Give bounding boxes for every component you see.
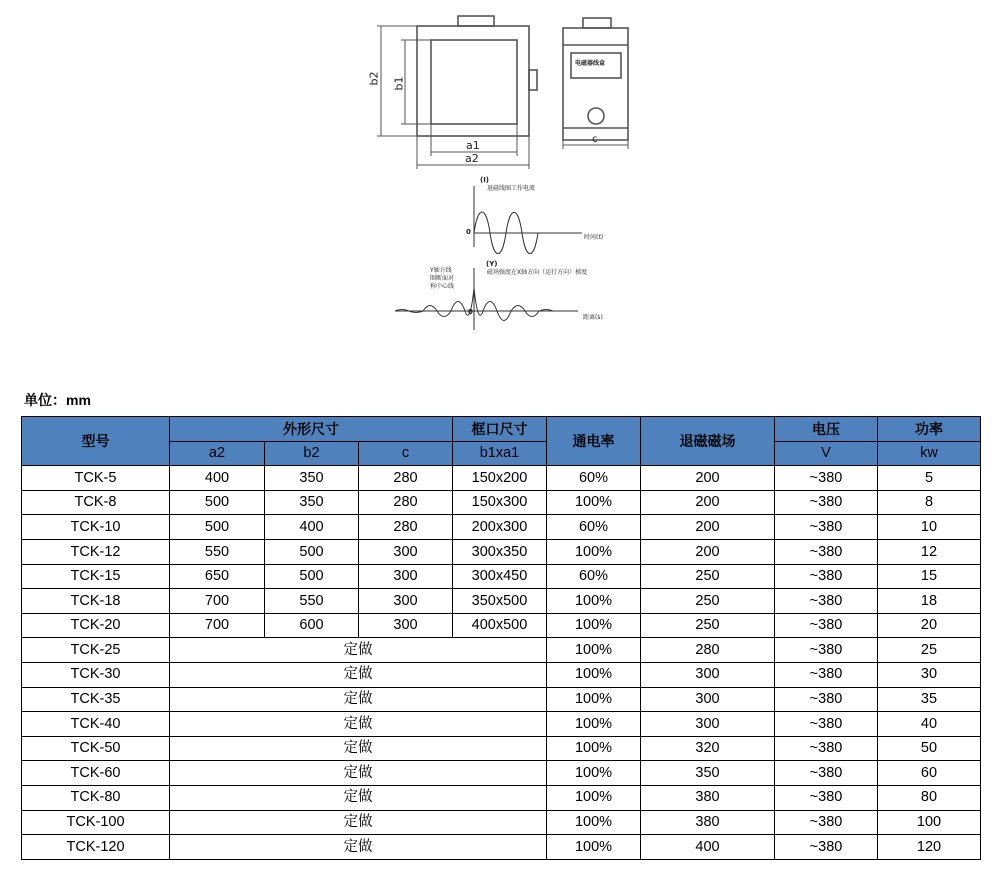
cell-duty: 100% — [547, 638, 641, 663]
cell-duty: 100% — [547, 687, 641, 712]
table-row — [22, 785, 981, 810]
cell-c: 280 — [359, 466, 453, 491]
cell-b2: 600 — [265, 613, 359, 638]
cell-voltage: ~380 — [775, 539, 878, 564]
cell-power: 100 — [878, 810, 981, 835]
cell-duty: 100% — [547, 761, 641, 786]
label-a2: a2 — [465, 152, 479, 165]
cell-power: 40 — [878, 712, 981, 737]
cell-frame: 350x500 — [453, 589, 547, 614]
header-model: 型号 — [22, 417, 170, 466]
cell-field: 320 — [641, 736, 775, 761]
diagram-drawing — [0, 0, 1000, 360]
cell-field: 400 — [641, 835, 775, 860]
table-row — [22, 638, 981, 663]
front-inner-frame — [431, 40, 517, 124]
header-voltage-unit: V — [775, 441, 878, 466]
table-row — [22, 564, 981, 589]
cell-power: 15 — [878, 564, 981, 589]
table-row — [22, 466, 981, 491]
cell-frame: 150x300 — [453, 490, 547, 515]
cell-b2: 350 — [265, 466, 359, 491]
cell-b2: 400 — [265, 515, 359, 540]
cell-model: TCK-60 — [22, 761, 170, 786]
cell-field: 200 — [641, 490, 775, 515]
cell-b2: 350 — [265, 490, 359, 515]
header-power-unit: kw — [878, 441, 981, 466]
cell-duty: 100% — [547, 539, 641, 564]
table-row — [22, 761, 981, 786]
cell-power: 8 — [878, 490, 981, 515]
cell-a2: 700 — [170, 589, 265, 614]
cell-b2: 500 — [265, 539, 359, 564]
cell-duty: 100% — [547, 810, 641, 835]
cell-field: 280 — [641, 638, 775, 663]
cell-voltage: ~380 — [775, 589, 878, 614]
cell-duty: 100% — [547, 613, 641, 638]
cell-power: 20 — [878, 613, 981, 638]
cell-voltage: ~380 — [775, 466, 878, 491]
cell-model: TCK-100 — [22, 810, 170, 835]
header-power: 功率 — [878, 417, 981, 442]
wave2-note-line: 圈断面对 — [430, 275, 455, 282]
wave1-axis-label: (I) — [480, 176, 490, 184]
cell-power: 25 — [878, 638, 981, 663]
label-panel: 电磁器线盒 — [575, 60, 606, 67]
table-row — [22, 490, 981, 515]
cell-model: TCK-18 — [22, 589, 170, 614]
cell-model: TCK-40 — [22, 712, 170, 737]
cell-model: TCK-20 — [22, 613, 170, 638]
cell-model: TCK-10 — [22, 515, 170, 540]
cell-a2: 550 — [170, 539, 265, 564]
wave2-caption: 磁场强度在X轴方向（运行方向）梯度 — [487, 269, 588, 276]
cell-a2: 700 — [170, 613, 265, 638]
label-b1: b1 — [392, 76, 406, 91]
cell-voltage: ~380 — [775, 810, 878, 835]
front-outer-frame — [417, 26, 529, 136]
cell-model: TCK-25 — [22, 638, 170, 663]
cell-b2: 500 — [265, 564, 359, 589]
wave2-note-line: 称中心线 — [430, 283, 455, 290]
header-duty: 通电率 — [547, 417, 641, 466]
label-b2: b2 — [367, 71, 381, 86]
cell-c: 300 — [359, 564, 453, 589]
cell-power: 60 — [878, 761, 981, 786]
cell-duty: 100% — [547, 835, 641, 860]
header-frame-size: 框口尺寸 — [453, 417, 547, 442]
table-row — [22, 589, 981, 614]
cell-custom: 定做 — [170, 662, 547, 687]
table-row — [22, 662, 981, 687]
cell-model: TCK-12 — [22, 539, 170, 564]
unit-label: 单位：mm — [24, 392, 91, 408]
spec-table — [21, 416, 981, 860]
cell-a2: 500 — [170, 515, 265, 540]
cell-custom: 定做 — [170, 736, 547, 761]
cell-voltage: ~380 — [775, 662, 878, 687]
cell-power: 30 — [878, 662, 981, 687]
cell-custom: 定做 — [170, 785, 547, 810]
header-a2: a2 — [170, 441, 265, 466]
cell-frame: 300x350 — [453, 539, 547, 564]
side-top-handle — [583, 18, 611, 28]
header-outer-size: 外形尺寸 — [170, 417, 453, 442]
cell-duty: 100% — [547, 490, 641, 515]
cell-power: 120 — [878, 835, 981, 860]
cell-duty: 100% — [547, 785, 641, 810]
cell-duty: 100% — [547, 589, 641, 614]
cell-c: 300 — [359, 589, 453, 614]
cell-custom: 定做 — [170, 638, 547, 663]
header-c: c — [359, 441, 453, 466]
cell-duty: 60% — [547, 564, 641, 589]
cell-custom: 定做 — [170, 712, 547, 737]
cell-voltage: ~380 — [775, 515, 878, 540]
cell-model: TCK-120 — [22, 835, 170, 860]
label-c: c — [592, 134, 598, 145]
cell-model: TCK-15 — [22, 564, 170, 589]
cell-power: 35 — [878, 687, 981, 712]
table-row — [22, 613, 981, 638]
cell-power: 18 — [878, 589, 981, 614]
cell-field: 300 — [641, 712, 775, 737]
cell-field: 250 — [641, 613, 775, 638]
cell-custom: 定做 — [170, 810, 547, 835]
cell-model: TCK-30 — [22, 662, 170, 687]
cell-duty: 60% — [547, 515, 641, 540]
cell-field: 380 — [641, 810, 775, 835]
cell-custom: 定做 — [170, 835, 547, 860]
cell-frame: 200x300 — [453, 515, 547, 540]
cell-field: 300 — [641, 687, 775, 712]
cell-voltage: ~380 — [775, 687, 878, 712]
table-row — [22, 539, 981, 564]
wave2-x-label: 距离(s) — [583, 314, 603, 321]
cell-c: 300 — [359, 539, 453, 564]
cell-power: 5 — [878, 466, 981, 491]
label-a1: a1 — [466, 139, 480, 152]
table-row — [22, 835, 981, 860]
cell-field: 380 — [641, 785, 775, 810]
cell-power: 80 — [878, 785, 981, 810]
cell-c: 280 — [359, 515, 453, 540]
wave1-x-label: 时间(t) — [584, 234, 604, 241]
cell-model: TCK-80 — [22, 785, 170, 810]
cell-duty: 100% — [547, 736, 641, 761]
cell-custom: 定做 — [170, 687, 547, 712]
header-voltage: 电压 — [775, 417, 878, 442]
cell-field: 300 — [641, 662, 775, 687]
front-side-box — [529, 70, 537, 90]
cell-voltage: ~380 — [775, 835, 878, 860]
table-row — [22, 515, 981, 540]
cell-field: 200 — [641, 515, 775, 540]
cell-voltage: ~380 — [775, 613, 878, 638]
wave1-caption: 退磁线圈工作电流 — [487, 185, 536, 192]
cell-model: TCK-50 — [22, 736, 170, 761]
header-frame-col: b1xa1 — [453, 441, 547, 466]
wave2-origin: 0 — [468, 308, 473, 316]
cell-duty: 60% — [547, 466, 641, 491]
cell-a2: 400 — [170, 466, 265, 491]
cell-power: 50 — [878, 736, 981, 761]
cell-field: 200 — [641, 466, 775, 491]
product-diagram — [0, 0, 1000, 360]
cell-frame: 300x450 — [453, 564, 547, 589]
cell-model: TCK-8 — [22, 490, 170, 515]
cell-c: 280 — [359, 490, 453, 515]
cell-model: TCK-5 — [22, 466, 170, 491]
cell-voltage: ~380 — [775, 712, 878, 737]
cell-voltage: ~380 — [775, 638, 878, 663]
cell-power: 10 — [878, 515, 981, 540]
cell-voltage: ~380 — [775, 785, 878, 810]
cell-custom: 定做 — [170, 761, 547, 786]
wave1-origin: 0 — [466, 228, 471, 236]
cell-b2: 550 — [265, 589, 359, 614]
cell-duty: 100% — [547, 662, 641, 687]
table-row — [22, 712, 981, 737]
cell-a2: 650 — [170, 564, 265, 589]
cell-power: 12 — [878, 539, 981, 564]
cell-voltage: ~380 — [775, 490, 878, 515]
cell-field: 250 — [641, 564, 775, 589]
cell-frame: 400x500 — [453, 613, 547, 638]
cell-voltage: ~380 — [775, 564, 878, 589]
cell-field: 250 — [641, 589, 775, 614]
wave2-axis-label: (Y) — [486, 260, 498, 268]
wave2-note-line: Y轴方线 — [430, 267, 452, 274]
front-top-handle — [458, 16, 494, 26]
table-row — [22, 736, 981, 761]
cell-voltage: ~380 — [775, 736, 878, 761]
cell-frame: 150x200 — [453, 466, 547, 491]
table-row — [22, 687, 981, 712]
cell-model: TCK-35 — [22, 687, 170, 712]
header-b2: b2 — [265, 441, 359, 466]
cell-duty: 100% — [547, 712, 641, 737]
table-row — [22, 810, 981, 835]
header-field: 退磁磁场 — [641, 417, 775, 466]
cell-field: 350 — [641, 761, 775, 786]
cell-c: 300 — [359, 613, 453, 638]
side-knob — [588, 108, 604, 124]
cell-a2: 500 — [170, 490, 265, 515]
cell-voltage: ~380 — [775, 761, 878, 786]
cell-field: 200 — [641, 539, 775, 564]
